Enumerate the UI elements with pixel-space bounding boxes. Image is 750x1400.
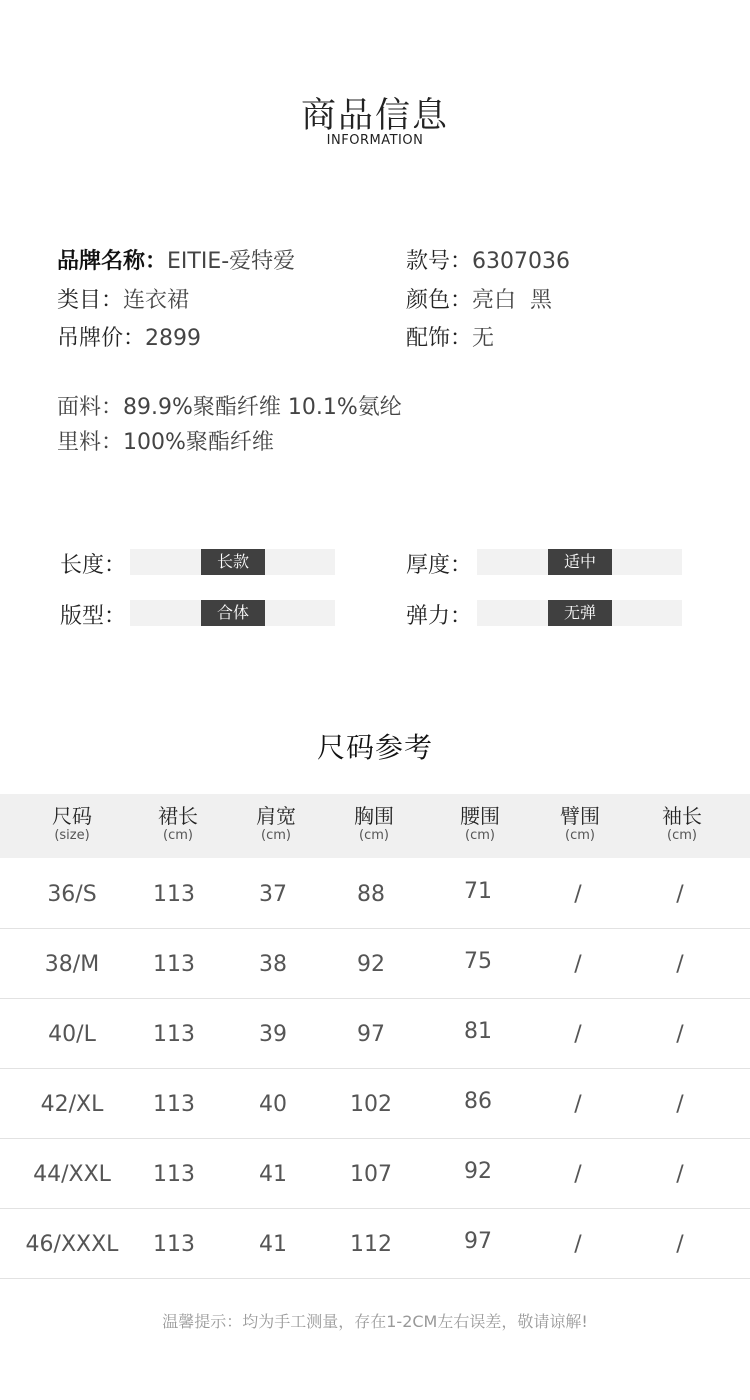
table-cell: / bbox=[676, 1162, 684, 1187]
table-cell: 36/S bbox=[47, 882, 97, 907]
table-cell: 113 bbox=[153, 1092, 195, 1117]
measurement-note: 温馨提示：均为手工测量，存在1-2CM左右误差，敬请谅解! bbox=[162, 1312, 588, 1331]
elasticity-value-badge: 无弹 bbox=[548, 600, 612, 626]
page-subtitle: INFORMATION bbox=[326, 133, 424, 148]
table-cell: 38/M bbox=[44, 952, 100, 977]
accessory-label: 配饰： bbox=[406, 326, 473, 351]
table-cell: 81 bbox=[464, 1019, 492, 1044]
table-cell: 113 bbox=[153, 1022, 195, 1047]
table-cell: 92 bbox=[464, 1159, 492, 1184]
table-cell: 44/XXL bbox=[33, 1162, 111, 1187]
table-cell: 86 bbox=[464, 1089, 492, 1114]
page-title: 商品信息 bbox=[300, 96, 449, 136]
category-line bbox=[57, 283, 189, 314]
table-cell: / bbox=[676, 1092, 684, 1117]
face-fabric-value: 89.9%聚酯纤维 10.1%氨纶 bbox=[123, 395, 402, 420]
table-cell: / bbox=[574, 952, 582, 977]
table-cell: 41 bbox=[259, 1232, 287, 1257]
table-cell: / bbox=[574, 1232, 582, 1257]
header-unit: (cm) bbox=[163, 828, 193, 843]
price-label: 吊牌价： bbox=[57, 326, 146, 351]
table-cell: 37 bbox=[259, 882, 287, 907]
header-size bbox=[22, 804, 122, 844]
lining-fabric-label: 里料： bbox=[57, 430, 124, 455]
table-cell: 97 bbox=[464, 1229, 492, 1254]
price-line bbox=[57, 321, 201, 352]
table-row bbox=[0, 1068, 750, 1139]
table-cell: 113 bbox=[153, 952, 195, 977]
table-cell: / bbox=[574, 882, 582, 907]
table-cell: 38 bbox=[259, 952, 287, 977]
thickness-label: 厚度： bbox=[406, 553, 473, 578]
accessory-value: 无 bbox=[472, 326, 495, 351]
category-value: 连衣裙 bbox=[123, 288, 190, 313]
lining-fabric-value: 100%聚酯纤维 bbox=[123, 430, 274, 455]
brand-line bbox=[57, 244, 295, 275]
header-unit: (cm) bbox=[261, 828, 291, 843]
header-waist bbox=[430, 804, 530, 844]
face-fabric-label: 面料： bbox=[57, 395, 124, 420]
fit-value-badge: 合体 bbox=[201, 600, 265, 626]
header-bust bbox=[324, 804, 424, 844]
header-name: 臂围 bbox=[560, 804, 600, 828]
color-line bbox=[406, 283, 552, 314]
elasticity-label: 弹力： bbox=[406, 604, 473, 629]
table-row bbox=[0, 928, 750, 999]
table-cell: / bbox=[676, 1022, 684, 1047]
style-value: 6307036 bbox=[472, 249, 570, 274]
color-value: 亮白 黑 bbox=[472, 288, 553, 313]
table-cell: 75 bbox=[464, 949, 492, 974]
thickness-value-badge: 适中 bbox=[548, 549, 612, 575]
lining-fabric-line bbox=[57, 425, 274, 456]
header-skirt-length bbox=[128, 804, 228, 844]
table-cell: 97 bbox=[357, 1022, 385, 1047]
table-cell: 40/L bbox=[48, 1022, 96, 1047]
style-label: 款号： bbox=[406, 249, 473, 274]
header-sleeve bbox=[632, 804, 732, 844]
table-cell: 113 bbox=[153, 882, 195, 907]
length-value-badge: 长款 bbox=[201, 549, 265, 575]
header-unit: (cm) bbox=[667, 828, 697, 843]
style-line bbox=[406, 244, 570, 275]
table-cell: 71 bbox=[464, 879, 492, 904]
table-cell: / bbox=[574, 1092, 582, 1117]
table-cell: / bbox=[574, 1162, 582, 1187]
header-name: 胸围 bbox=[354, 804, 394, 828]
table-cell: 88 bbox=[357, 882, 385, 907]
header-unit: (size) bbox=[54, 828, 90, 843]
table-cell: 42/XL bbox=[40, 1092, 104, 1117]
length-label: 长度： bbox=[60, 553, 127, 578]
header-name: 裙长 bbox=[158, 804, 198, 828]
face-fabric-line bbox=[57, 390, 402, 421]
category-label: 类目： bbox=[57, 288, 124, 313]
header-name: 肩宽 bbox=[256, 804, 296, 828]
table-cell: 92 bbox=[357, 952, 385, 977]
header-unit: (cm) bbox=[465, 828, 495, 843]
header-unit: (cm) bbox=[565, 828, 595, 843]
table-cell: / bbox=[676, 952, 684, 977]
color-label: 颜色： bbox=[406, 288, 473, 313]
table-cell: 112 bbox=[350, 1232, 392, 1257]
table-cell: 41 bbox=[259, 1162, 287, 1187]
brand-value: EITIE-爱特爱 bbox=[167, 249, 296, 274]
fit-label: 版型： bbox=[60, 604, 127, 629]
table-row bbox=[0, 998, 750, 1069]
header-shoulder bbox=[226, 804, 326, 844]
table-cell: 113 bbox=[153, 1232, 195, 1257]
size-table-header bbox=[0, 794, 750, 858]
table-cell: / bbox=[574, 1022, 582, 1047]
header-name: 腰围 bbox=[460, 804, 500, 828]
table-cell: 102 bbox=[350, 1092, 392, 1117]
header-name: 尺码 bbox=[52, 804, 92, 828]
header-arm bbox=[530, 804, 630, 844]
table-cell: / bbox=[676, 1232, 684, 1257]
table-cell: 39 bbox=[259, 1022, 287, 1047]
brand-label: 品牌名称： bbox=[57, 249, 168, 274]
table-cell: 40 bbox=[259, 1092, 287, 1117]
table-row bbox=[0, 1138, 750, 1209]
table-cell: 107 bbox=[350, 1162, 392, 1187]
header-unit: (cm) bbox=[359, 828, 389, 843]
table-cell: 113 bbox=[153, 1162, 195, 1187]
table-row bbox=[0, 1208, 750, 1279]
accessory-line bbox=[406, 321, 494, 352]
price-value: 2899 bbox=[145, 326, 202, 351]
table-cell: / bbox=[676, 882, 684, 907]
table-row bbox=[0, 858, 750, 929]
size-section-title: 尺码参考 bbox=[316, 731, 433, 764]
table-cell: 46/XXXL bbox=[25, 1232, 119, 1257]
header-name: 袖长 bbox=[662, 804, 702, 828]
